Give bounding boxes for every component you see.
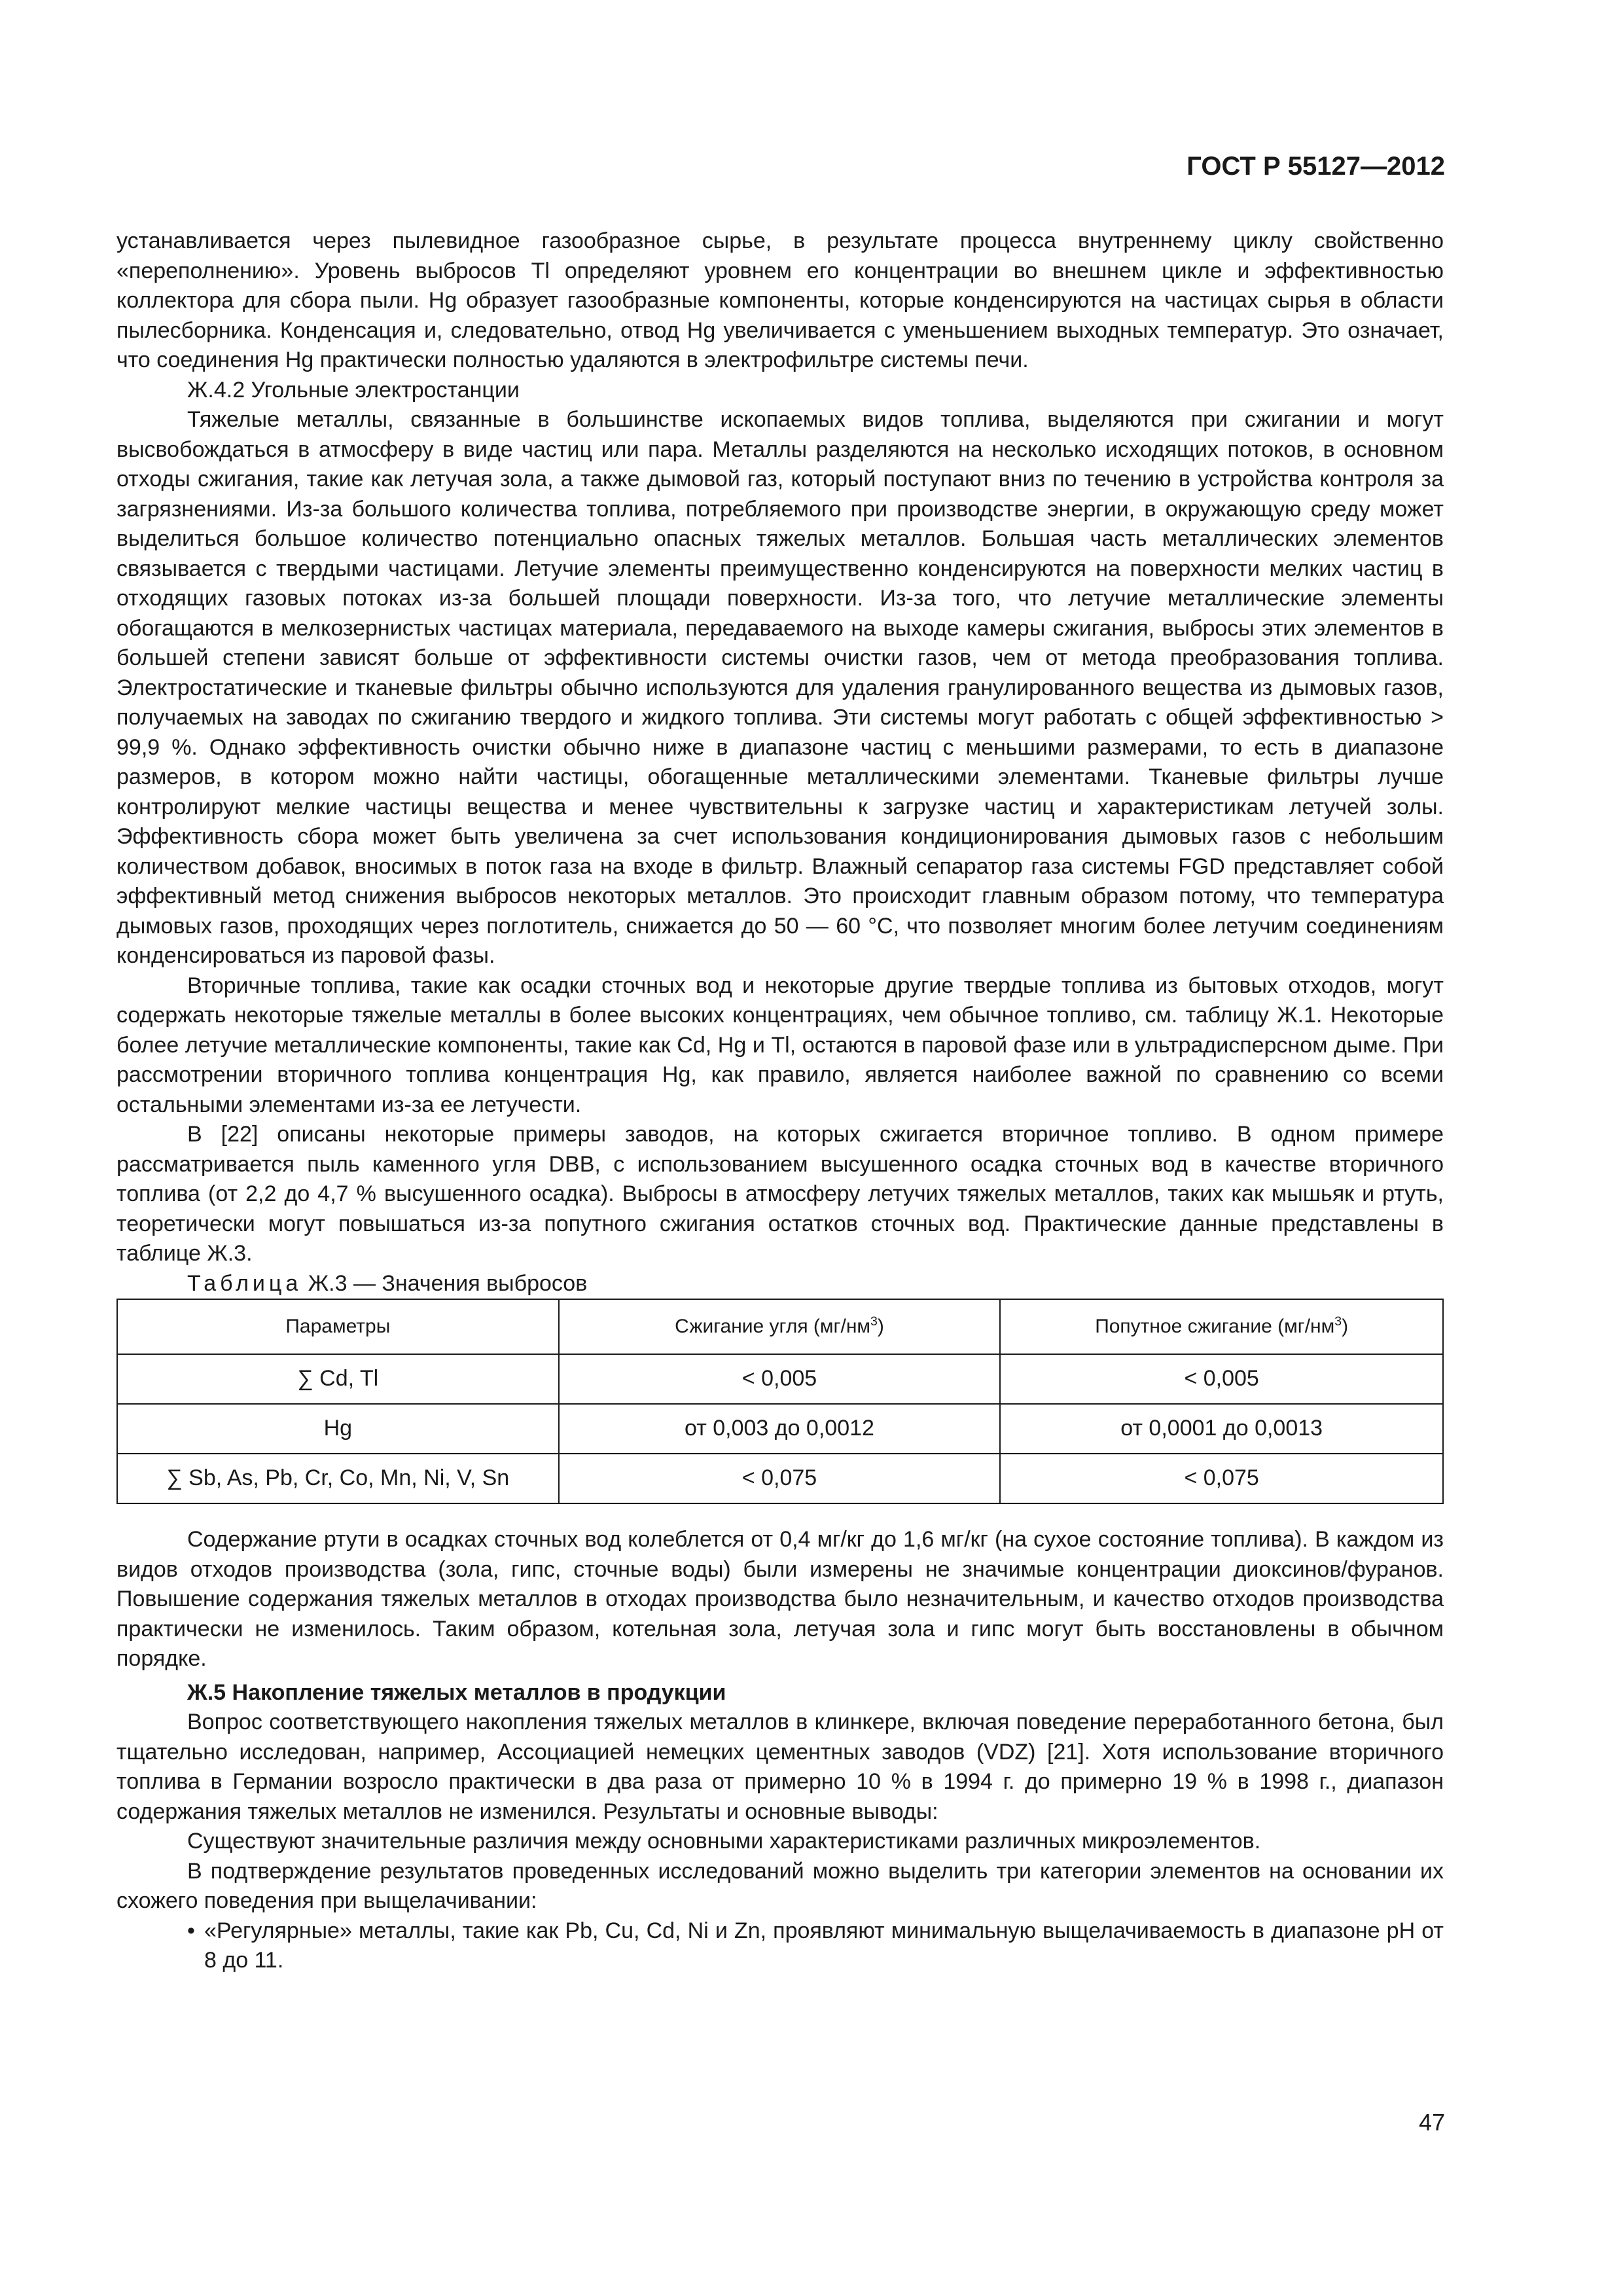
list-item-text: «Регулярные» металлы, такие как Pb, Cu, Cd, Ni и Zn, проявляют минимальную выщелачиваемость в диапазоне pH от 8 до 11.	[204, 1918, 1444, 1973]
table-row	[117, 1404, 1443, 1454]
table-row	[117, 1354, 1443, 1404]
table-cell: от 0,0001 до 0,0013	[1000, 1404, 1443, 1454]
section-heading: Ж.5 Накопление тяжелых металлов в продукции	[187, 1679, 726, 1705]
table-header-row	[117, 1299, 1443, 1354]
paragraph: устанавливается через пылевидное газообразное сырье, в результате процесса внутреннему циклу свойственно «переполнению». Уровень выбросов Tl определяют уровнем его концентрации во внешнем цикле и эффективностью коллектора для сбора пыли. Hg образует газообразные компоненты, которые конденсируются на частицах сырья в области пылесборника. Конденсация и, следовательно, отвод Hg увеличивается с уменьшением выходных температур. Это означает, что соединения Hg практически полностью удаляются в электрофильтре системы печи.	[116, 228, 1444, 372]
subsection-heading: Ж.4.2 Угольные электростанции	[187, 377, 520, 403]
emissions-table	[116, 1299, 1444, 1504]
table-row	[117, 1454, 1443, 1503]
paragraph: Вопрос соответствующего накопления тяжелых металлов в клинкере, включая поведение переработанного бетона, был тщательно исследован, например, Ассоциацией немецких цементных заводов (VDZ) [21]. Хотя использование вторичного топлива в Германии возросло практически в два раза от примерно 10 % в 1994 г. до примерно 19 % в 1998 г., диапазон содержания тяжелых металлов не изменился. Результаты и основные выводы:	[116, 1710, 1444, 1824]
paragraph: Тяжелые металлы, связанные в большинстве ископаемых видов топлива, выделяются при сжигании и могут высвобождаться в атмосферу в виде частиц или пара. Металлы разделяются на несколько исходящих потоков, в основном отходы сжигания, такие как летучая зола, а также дымовой газ, который поступают вниз по течению в устройства контроля за загрязнениями. Из-за большого количества топлива, потребляемого при производстве энергии, в окружающую среду может выделиться большое количество потенциально опасных тяжелых металлов. Большая часть металлических элементов связывается с твердыми частицами. Летучие элементы преимущественно конденсируются на поверхности мелких частиц в отходящих газовых потоках из-за большей площади поверхности. Из-за того, что летучие металлические элементы обогащаются в мелкозернистых частицах материала, передаваемого на выходе камеры сжигания, выбросы этих элементов в большей степени зависят больше от эффективности системы очистки газов, чем от метода преобразования топлива. Электростатические и тканевые фильтры обычно используются для удаления гранулированного вещества из дымовых газов, получаемых на заводах по сжиганию твердого и жидкого топлива. Эти системы могут работать с общей эффективностью > 99,9 %. Однако эффективность очистки обычно ниже в диапазоне частиц с меньшими размерами, то есть в диапазоне размеров, в котором можно найти частицы, обогащенные металлическими элементами. Тканевые фильтры лучше контролируют мелкие частицы вещества и менее чувствительны к загрузке частиц и характеристикам летучей золы. Эффективность сбора может быть увеличена за счет использования кондиционирования дымовых газов с небольшим количеством добавок, вносимых в поток газа на входе в фильтр. Влажный сепаратор газа системы FGD представляет собой эффективный метод снижения выбросов некоторых металлов. Это происходит главным образом потому, что температура дымовых газов, проходящих через поглотитель, снижается до 50 — 60 °C, что позволяет многим более летучим соединениям конденсироваться из паровой фазы.	[116, 407, 1444, 968]
table-cell: < 0,075	[559, 1454, 1001, 1503]
table-caption	[116, 1269, 1444, 1299]
table-cell: Hg	[117, 1404, 559, 1454]
table-cell: ∑ Sb, As, Pb, Cr, Co, Mn, Ni, V, Sn	[117, 1454, 559, 1503]
table-cell: ∑ Cd, Tl	[117, 1354, 559, 1404]
paragraph: Вторичные топлива, такие как осадки сточных вод и некоторые другие твердые топлива из бытовых отходов, могут содержать некоторые тяжелые металлы в более высоких концентрациях, чем обычное топливо, см. таблицу Ж.1. Некоторые более летучие металлические компоненты, такие как Cd, Hg и Tl, остаются в паровой фазе или в ультрадисперсном дыме. При рассмотрении вторичного топлива концентрация Hg, как правило, является наиболее важной по сравнению со всеми остальными элементами из-за ее летучести.	[116, 973, 1444, 1117]
table-cell: < 0,005	[1000, 1354, 1443, 1404]
document-code-header: ГОСТ Р 55127—2012	[1186, 152, 1445, 181]
table-cell: от 0,003 до 0,0012	[559, 1404, 1001, 1454]
paragraph: В подтверждение результатов проведенных исследований можно выделить три категории элементов на основании их схожего поведения при выщелачивании:	[116, 1858, 1444, 1913]
paragraph: Содержание ртути в осадках сточных вод колеблется от 0,4 мг/кг до 1,6 мг/кг (на сухое состояние топлива). В каждом из видов отходов производства (зола, гипс, сточные воды) были измерены не значимые концентрации диоксинов/фуранов. Повышение содержания тяжелых металлов в отходах производства было незначительным, и качество отходов производства практически не изменилось. Таким образом, котельная зола, летучая зола и гипс могут быть восстановлены в обычном порядке.	[116, 1527, 1444, 1671]
table-cell: < 0,075	[1000, 1454, 1443, 1503]
page-number: 47	[1418, 2109, 1445, 2136]
table-cell: < 0,005	[559, 1354, 1001, 1404]
table-caption-word: Таблица	[187, 1270, 302, 1296]
page-content	[116, 226, 1444, 1976]
table-header-cell: Попутное сжигание $(мг/нм^3)$	[1000, 1299, 1443, 1354]
list-item	[116, 1916, 1444, 1976]
bullet-mark: •	[187, 1918, 195, 1943]
paragraph: В [22] описаны некоторые примеры заводов, на которых сжигается вторичное топливо. В одном примере рассматривается пыль каменного угля DBB, с использованием высушенного осадка сточных вод в качестве вторичного топлива (от 2,2 до 4,7 % высушенного осадка). Выбросы в атмосферу летучих тяжелых металлов, таких как мышьяк и ртуть, теоретически могут повышаться из-за попутного сжигания остатков сточных вод. Практические данные представлены в таблице Ж.3.	[116, 1122, 1444, 1266]
table-caption-text: Ж.3 — Значения выбросов	[302, 1270, 588, 1296]
paragraph: Существуют значительные различия между основными характеристиками различных микроэлементов.	[187, 1829, 1261, 1854]
table-header-cell: Сжигание угля $(мг/нм^3)$	[559, 1299, 1001, 1354]
table-header-cell: Параметры	[117, 1299, 559, 1354]
